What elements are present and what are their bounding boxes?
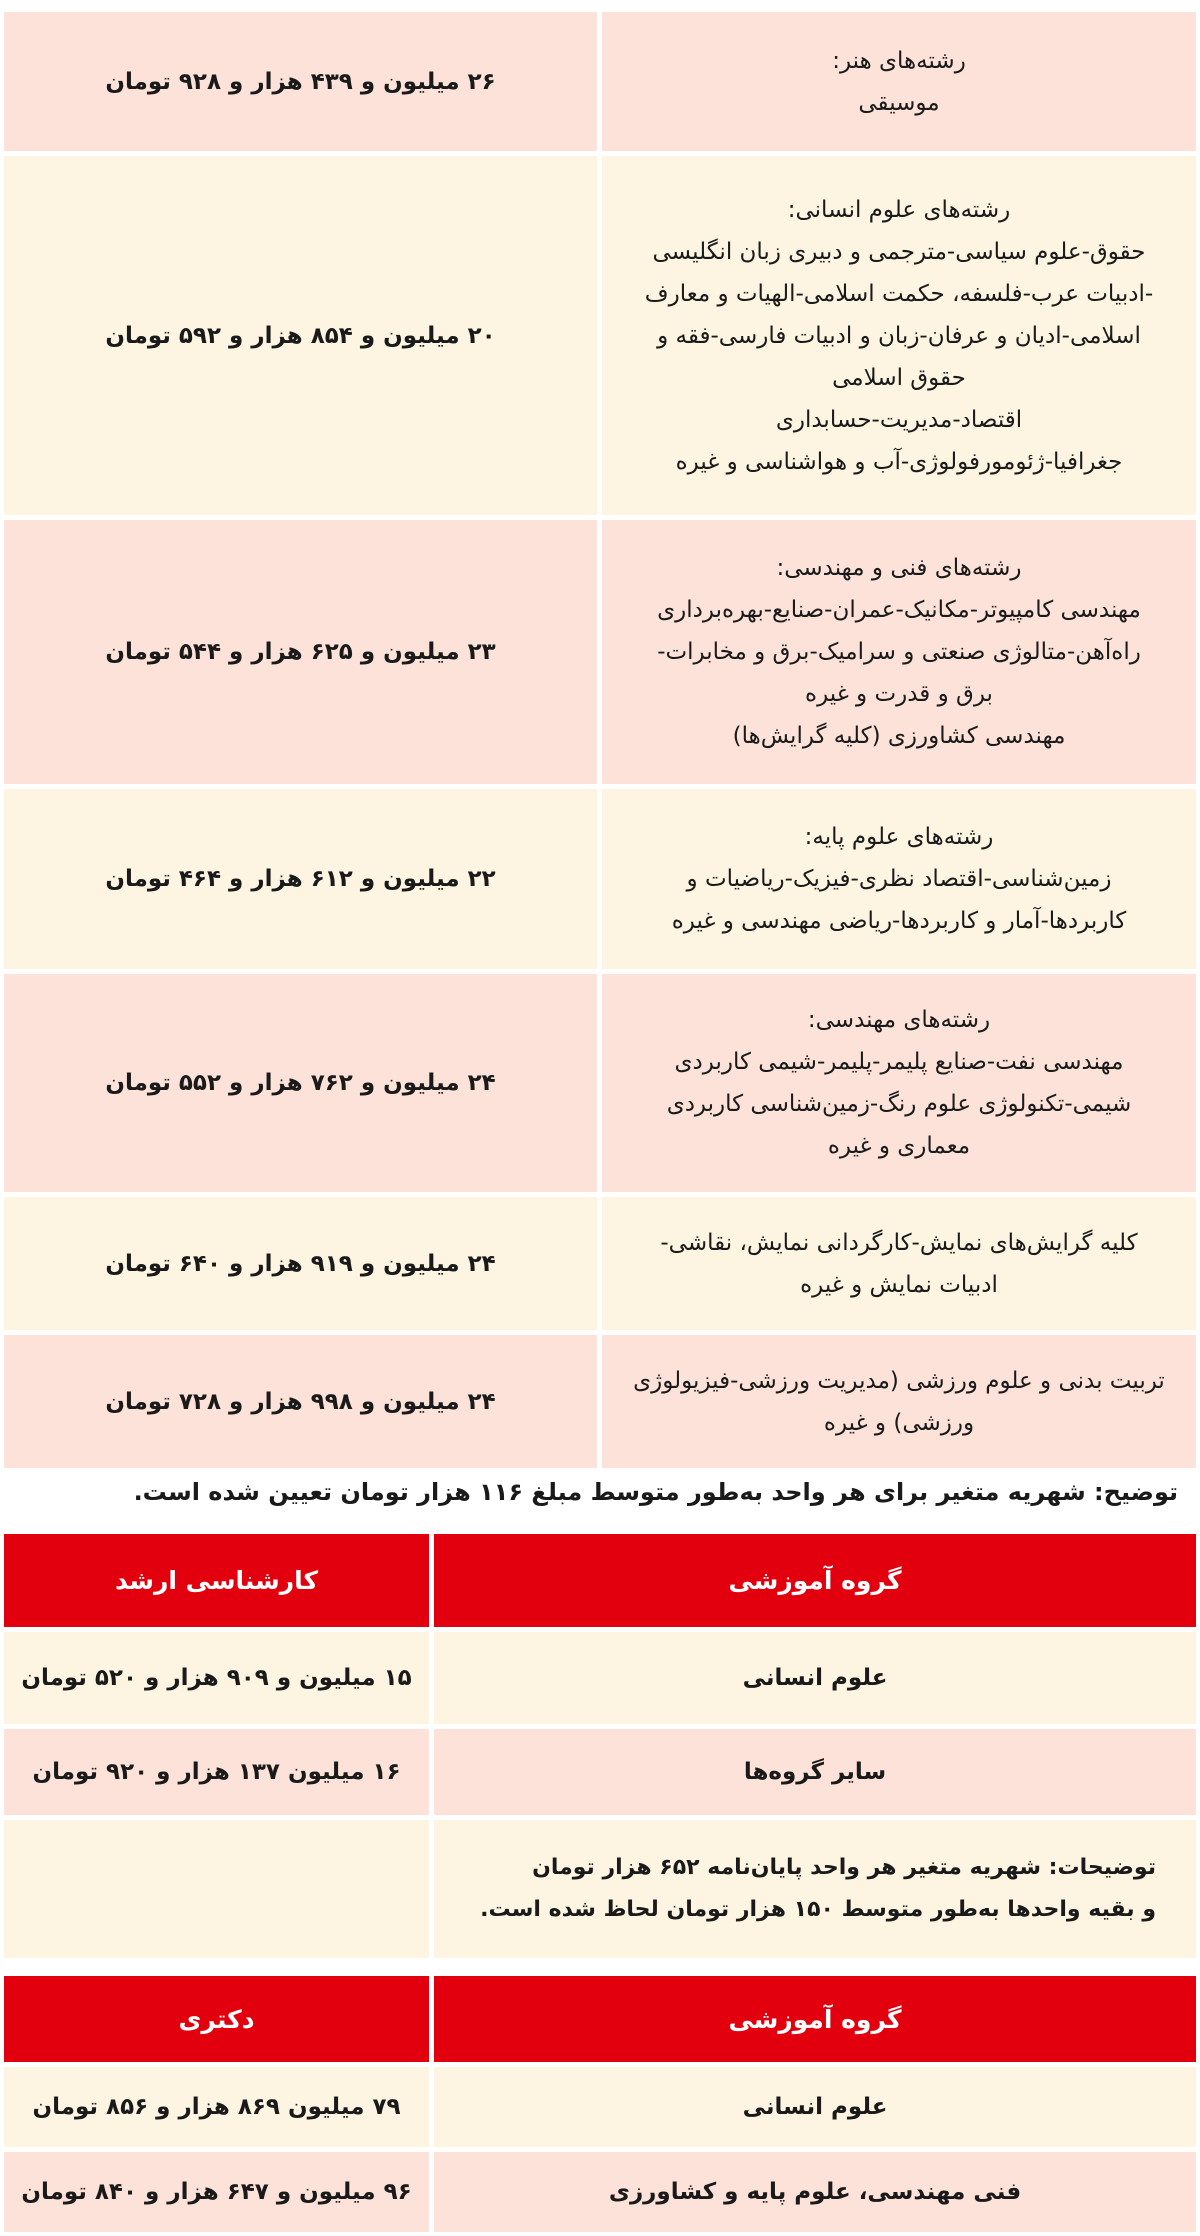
fee-cell bbox=[4, 1335, 597, 1468]
major-list-line: شیمی-تکنولوژی علوم رنگ-زمین‌شناسی کاربردی bbox=[666, 1091, 1132, 1117]
table-row bbox=[4, 520, 1196, 784]
table-header-row bbox=[4, 1534, 1196, 1627]
major-list-line: معماری و غیره bbox=[827, 1133, 971, 1159]
group-name: فنی مهندسی، علوم پایه و کشاورزی bbox=[608, 2179, 1022, 2205]
major-list-line: تربیت بدنی و علوم ورزشی (مدیریت ورزشی-فیزیولوژی bbox=[633, 1367, 1165, 1394]
major-list-line: زمین‌شناسی-اقتصاد نظری-فیزیک-ریاضیات و bbox=[686, 866, 1112, 892]
table-row bbox=[4, 1632, 1196, 1724]
fee-cell bbox=[4, 1197, 597, 1330]
fee-cell bbox=[4, 156, 597, 515]
bachelor-fees-table bbox=[4, 12, 1196, 1473]
column-header-masters: کارشناسی ارشد bbox=[4, 1534, 429, 1627]
major-list-line: مهندسی کامپیوتر-مکانیک-عمران-صنایع-بهره‌برداری bbox=[657, 597, 1141, 623]
masters-note-line: و بقیه واحدها به‌طور متوسط ۱۵۰ هزار تومان لحاظ شده است. bbox=[480, 1897, 1156, 1922]
table-header-row bbox=[4, 1976, 1196, 2062]
major-cell bbox=[602, 1197, 1196, 1330]
fee-cell bbox=[4, 12, 597, 151]
major-cell bbox=[602, 156, 1196, 515]
fee-value: ۲۲ میلیون و ۶۱۲ هزار و ۴۶۴ تومان bbox=[105, 866, 496, 892]
major-list-line: کاربردها-آمار و کاربردها-ریاضی مهندسی و غیره bbox=[671, 908, 1127, 934]
major-group-title: رشته‌های علوم انسانی: bbox=[787, 196, 1011, 223]
masters-note-line: توضیحات: شهریه متغیر هر واحد پایان‌نامه ۶۵۲ هزار تومان bbox=[532, 1855, 1156, 1880]
fee-value: ۲۰ میلیون و ۸۵۴ هزار و ۵۹۲ تومان bbox=[105, 322, 496, 349]
major-group-title: رشته‌های هنر: bbox=[832, 47, 966, 74]
group-name: سایر گروه‌ها bbox=[743, 1759, 887, 1785]
fee-value: ۹۶ میلیون و ۶۴۷ هزار و ۸۴۰ تومان bbox=[21, 2179, 412, 2205]
table-row bbox=[4, 1335, 1196, 1468]
major-cell bbox=[602, 1335, 1196, 1468]
major-list-line: -ادبیات عرب-فلسفه، حکمت اسلامی-الهیات و معارف bbox=[644, 280, 1154, 307]
table-row bbox=[4, 156, 1196, 515]
table-row bbox=[4, 789, 1196, 969]
group-name: علوم انسانی bbox=[742, 2094, 888, 2120]
fee-value: ۷۹ میلیون ۸۶۹ هزار و ۸۵۶ تومان bbox=[32, 2094, 401, 2120]
table-row bbox=[4, 1729, 1196, 1815]
table-row bbox=[4, 974, 1196, 1192]
major-group-title: رشته‌های علوم پایه: bbox=[804, 824, 994, 850]
fee-value: ۲۳ میلیون و ۶۲۵ هزار و ۵۴۴ تومان bbox=[105, 639, 496, 665]
major-list-line: کلیه گرایش‌های نمایش-کارگردانی نمایش، نقاشی- bbox=[660, 1229, 1138, 1256]
fee-value: ۲۴ میلیون و ۷۶۲ هزار و ۵۵۲ تومان bbox=[105, 1070, 496, 1096]
fee-value: ۲۶ میلیون و ۴۳۹ هزار و ۹۲۸ تومان bbox=[105, 68, 496, 95]
empty-cell bbox=[4, 1820, 429, 1958]
major-group-title: رشته‌های فنی و مهندسی: bbox=[776, 555, 1022, 581]
major-cell bbox=[602, 789, 1196, 969]
major-list-line: مهندسی نفت-صنایع پلیمر-پلیمر-شیمی کاربردی bbox=[674, 1049, 1124, 1075]
major-list-line: موسیقی bbox=[858, 89, 940, 116]
fee-cell bbox=[4, 520, 597, 784]
major-list-line: اسلامی-ادیان و عرفان-زبان و ادبیات فارسی-فقه و bbox=[657, 322, 1141, 349]
fee-value: ۱۵ میلیون و ۹۰۹ هزار و ۵۲۰ تومان bbox=[21, 1665, 412, 1691]
major-list-line: حقوق-علوم سیاسی-مترجمی و دبیری زبان انگلیسی bbox=[652, 238, 1146, 265]
major-list-line: حقوق اسلامی bbox=[832, 364, 966, 391]
major-cell bbox=[602, 12, 1196, 151]
table-row bbox=[4, 2152, 1196, 2232]
group-name: علوم انسانی bbox=[742, 1665, 888, 1691]
fee-cell bbox=[4, 1729, 429, 1815]
table-note-row bbox=[4, 1820, 1196, 1958]
phd-fees-table bbox=[4, 1976, 1196, 2236]
fee-value: ۱۶ میلیون ۱۳۷ هزار و ۹۲۰ تومان bbox=[32, 1759, 401, 1785]
table-row bbox=[4, 1197, 1196, 1330]
column-header-group: گروه آموزشی bbox=[434, 1976, 1196, 2062]
table-row bbox=[4, 12, 1196, 151]
fee-value: ۲۴ میلیون و ۹۱۹ هزار و ۶۴۰ تومان bbox=[105, 1250, 496, 1277]
table-row bbox=[4, 2067, 1196, 2147]
major-list-line: اقتصاد-مدیریت-حسابداری bbox=[775, 406, 1023, 433]
fee-cell bbox=[4, 789, 597, 969]
major-group-title: رشته‌های مهندسی: bbox=[807, 1007, 991, 1033]
masters-note-cell bbox=[434, 1820, 1196, 1958]
major-cell bbox=[602, 520, 1196, 784]
column-header-group: گروه آموزشی bbox=[434, 1534, 1196, 1627]
major-list-line: مهندسی کشاورزی (کلیه گرایش‌ها) bbox=[732, 723, 1066, 749]
major-list-line: راه‌آهن-متالوژی صنعتی و سرامیک-برق و مخابرات- bbox=[657, 639, 1141, 665]
bachelor-fee-note: توضیح: شهریه متغیر برای هر واحد به‌طور متوسط مبلغ ۱۱۶ هزار تومان تعیین شده است. bbox=[133, 1478, 1178, 1506]
major-cell bbox=[602, 974, 1196, 1192]
group-cell bbox=[434, 1729, 1196, 1815]
group-cell bbox=[434, 1632, 1196, 1724]
major-list-line: ورزشی) و غیره bbox=[823, 1409, 975, 1436]
group-cell bbox=[434, 2152, 1196, 2232]
masters-fees-table bbox=[4, 1534, 1196, 1963]
group-cell bbox=[434, 2067, 1196, 2147]
fee-value: ۲۴ میلیون و ۹۹۸ هزار و ۷۲۸ تومان bbox=[105, 1388, 496, 1415]
fee-cell bbox=[4, 2067, 429, 2147]
fee-cell bbox=[4, 1632, 429, 1724]
fee-cell bbox=[4, 974, 597, 1192]
column-header-phd: دکتری bbox=[4, 1976, 429, 2062]
fee-cell bbox=[4, 2152, 429, 2232]
major-list-line: جغرافیا-ژئومورفولوژی-آب و هواشناسی و غیره bbox=[675, 448, 1123, 475]
major-list-line: ادبیات نمایش و غیره bbox=[800, 1271, 998, 1298]
major-list-line: برق و قدرت و غیره bbox=[805, 681, 993, 707]
